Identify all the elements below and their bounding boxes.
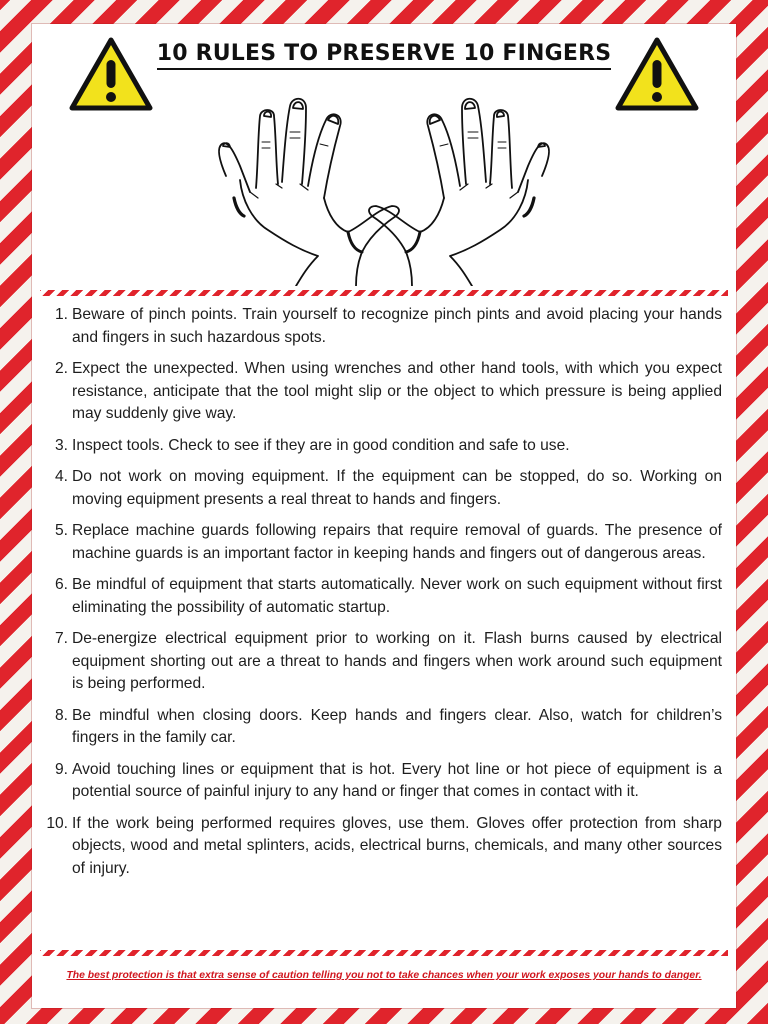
rule-item [44,304,722,349]
rule-text: De-energize electrical equipment prior to working on it. Flash burns caused by electrical equipment shorting out are a threat to hands and fingers when work around such equipment is being performed. [72,630,722,692]
rule-number: 5. [54,522,68,539]
rule-number: 2. [54,360,68,377]
rule-item [44,520,722,565]
page-title-text: 10 RULES TO PRESERVE 10 FINGERS [157,41,612,70]
rule-text: Beware of pinch points. Train yourself to recognize pinch pints and avoid placing your hands and fingers in such hazardous spots. [72,306,722,346]
warning-triangle-icon [614,36,700,112]
rule-number: 3. [54,436,68,454]
rule-number: 4. [54,468,68,485]
rule-number: 10. [46,814,68,832]
divider-stripe [40,950,728,956]
rule-number: 7. [54,630,68,647]
rule-text: Expect the unexpected. When using wrenches and other hand tools, with which you expect resistance, anticipate that the tool might slip or the object to which pressure is being applied may suddenly give way. [72,360,722,422]
rule-text: Avoid touching lines or equipment that is hot. Every hot line or hot piece of equipment is a potential source of painful injury to any hand or finger that comes in contact with it. [72,760,722,800]
left-hand [219,99,399,286]
rule-item [44,358,722,426]
rule-text: If the work being performed requires gloves, use them. Gloves offer protection from sharp objects, wood and metal splinters, acids, electrical burns, chemicals, and many other sources of injury. [72,814,722,877]
poster-panel [32,24,736,1008]
rule-text: Inspect tools. Check to see if they are in good condition and safe to use. [72,436,570,454]
footer-caution-text: The best protection is that extra sense of caution telling you not to take chances when your work exposes your hands to danger. [66,970,702,981]
rule-text: Be mindful of equipment that starts automatically. Never work on such equipment without first eliminating the possibility of automatic startup. [72,576,722,616]
rule-item [44,435,722,458]
divider-stripe [40,290,728,296]
rule-number: 6. [54,576,68,593]
rule-number: 1. [54,306,68,323]
rule-item [44,813,722,881]
rule-text: Be mindful when closing doors. Keep hands and fingers clear. Also, watch for children’s fingers in the family car. [72,706,722,746]
rule-text: Do not work on moving equipment. If the equipment can be stopped, do so. Working on moving equipment presents a real threat to hands and fingers. [72,468,722,508]
rule-text: Replace machine guards following repairs that require removal of guards. The presence of machine guards is an important factor in keeping hands and fingers out of dangerous areas. [72,522,722,562]
rule-item [44,759,722,804]
rule-number: 8. [54,706,68,724]
rule-item [44,705,722,750]
rule-number: 9. [54,760,68,778]
rule-item [44,574,722,619]
rule-item [44,628,722,696]
rule-item [44,466,722,511]
spread-hands-illustration [198,80,570,286]
rules-list [44,304,722,889]
right-hand [369,99,549,286]
